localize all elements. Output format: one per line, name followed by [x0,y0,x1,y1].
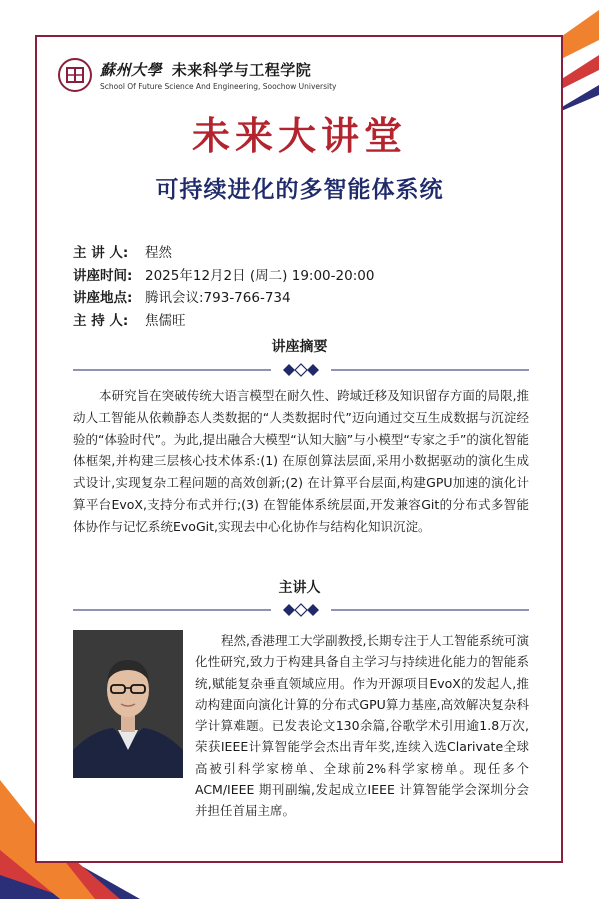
lecture-info [73,242,374,332]
info-row-time: 讲座时间: 2025年12月2日 (周二) 19:00-20:00 [73,267,375,284]
speaker-photo [73,630,183,778]
info-row-host: 主 持 人: 焦儒旺 [73,312,186,329]
poster-title: 未来大讲堂 [191,114,407,158]
university-logo [58,55,337,95]
university-seal-icon [58,58,92,92]
speaker-heading: 主讲人 [278,580,321,596]
logo-english-name: School Of Future Science And Engineering, Soochow University [100,82,337,91]
speaker-bio: 程然,香港理工大学副教授,长期专注于人工智能系统可演化性研究,致力于构建具备自主学习与持续进化能力的智能系统,赋能复杂垂直领域应用。作为开源项目EvoX的发起人,推动构建面向演化计算的分布式GPU算力基座,高效解决复杂科学计算难题。已发表论文130余篇,谷歌学术引用逾1.8万次,荣获IEEE计算智能学会杰出青年奖,连续入选Clarivate全球高被引科学家榜单、全球前2%科学家榜单。现任多个ACM/IEEE 期刊副编,发起成立IEEE 计算智能学会深圳分会并担任首届主席。 [195,633,529,819]
abstract-divider [73,363,529,377]
info-row-location: 讲座地点: 腾讯会议:793-766-734 [73,290,291,306]
abstract-heading: 讲座摘要 [271,339,328,355]
info-row-speaker: 主 讲 人: 程然 [73,245,172,261]
logo-calligraphy: 蘇州大學 [100,61,163,79]
abstract-text: 本研究旨在突破传统大语言模型在耐久性、跨域迁移及知识留存方面的局限,推动人工智能从依赖静态人类数据的“人类数据时代”迈向通过交互生成数据与沉淀经验的“体验时代”。为此,提出融合大模型“认知大脑”与小模型“专家之手”的演化智能体框架,并构建三层核心技术体系:(1) 在原创算法层面,采用小数据驱动的演化生成式设计,实现复杂工程问题的高效创新;(2) 在计算平台层面,构建GPU加速的演化计算平台EvoX,支持分布式并行;(3) 在智能体系统层面,开发兼容Git的分布式多智能体协作与记忆系统EvoGit,实现去中心化协作与结构化知识沉淀。 [73,388,529,534]
lecture-title: 可持续进化的多智能体系统 [155,177,444,203]
speaker-divider [73,603,529,617]
logo-school-name: 未来科学与工程学院 [171,61,312,79]
